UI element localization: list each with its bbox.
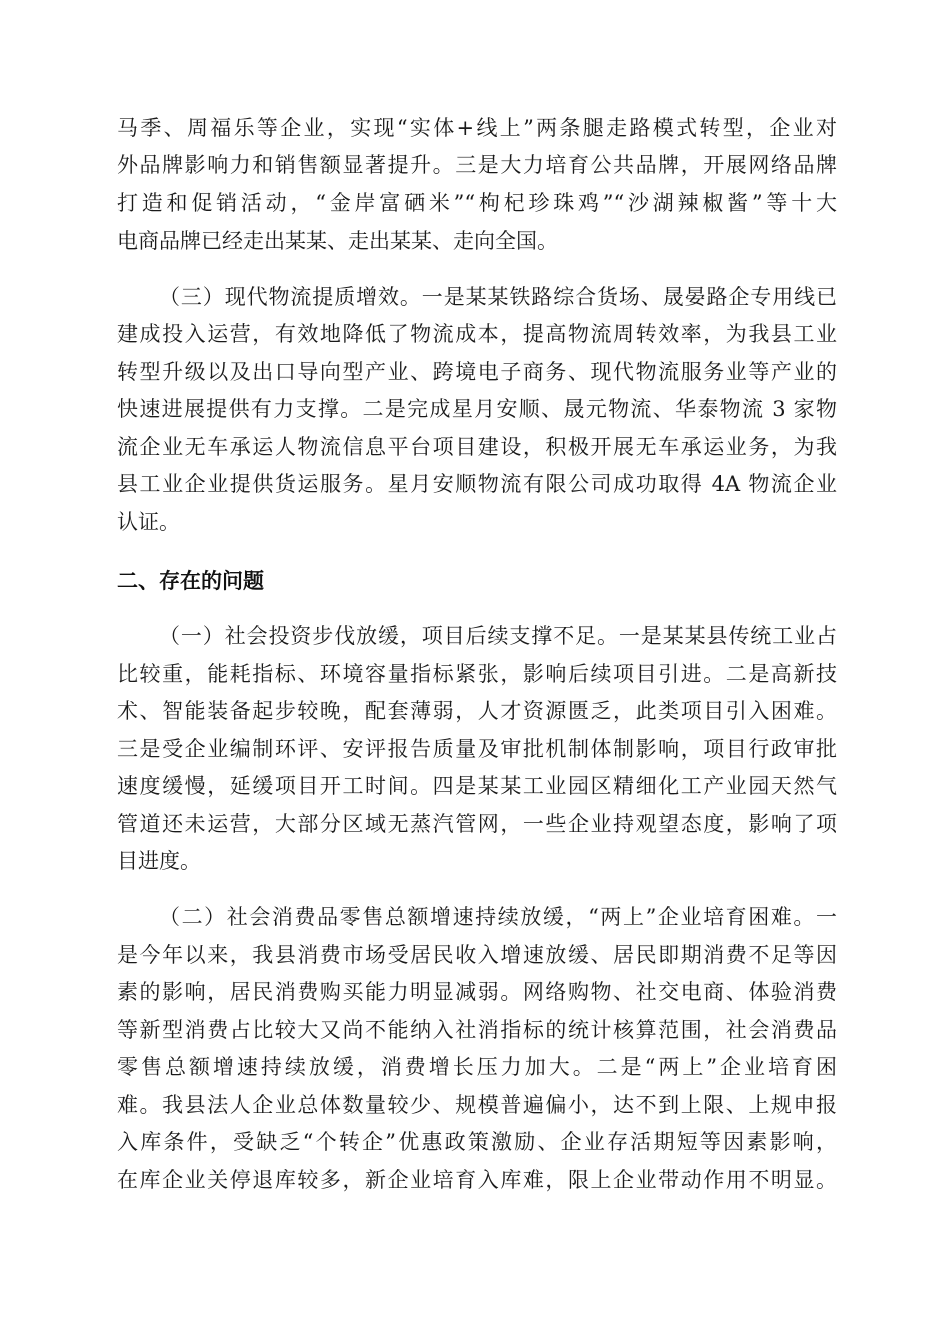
text-line: 电商品牌已经走出某某、走出某某、走向全国。 <box>117 229 558 253</box>
text-line: 打造和促销活动，“金岸富硒米”“枸杞珍珠鸡”“沙湖辣椒酱”等十大 <box>117 191 837 215</box>
text-line: 零售总额增速持续放缓，消费增长压力加大。二是“两上”企业培育困 <box>117 1055 837 1079</box>
text-line: 术、智能装备起步较晚，配套薄弱，人才资源匮乏，此类项目引入困难。 <box>117 699 837 723</box>
text-line: 流企业无车承运人物流信息平台项目建设，积极开展无车承运业务，为我 <box>117 435 837 459</box>
text-line: 快速进展提供有力支撑。二是完成星月安顺、晟元物流、华泰物流 3 家物 <box>117 397 837 421</box>
text-line: 建成投入运营，有效地降低了物流成本，提高物流周转效率，为我县工业 <box>117 322 837 346</box>
text-line: 难。我县法人企业总体数量较少、规模普遍偏小，达不到上限、上规申报 <box>117 1093 837 1117</box>
text-line: 马季、周福乐等企业，实现“实体+线上”两条腿走路模式转型，企业对 <box>117 116 837 140</box>
text-line: 目进度。 <box>117 849 201 873</box>
text-line: 管道还未运营，大部分区域无蒸汽管网，一些企业持观望态度，影响了项 <box>117 812 837 836</box>
text-line: 是今年以来，我县消费市场受居民收入增速放缓、居民即期消费不足等因 <box>117 943 837 967</box>
text-line: 比较重，能耗指标、环境容量指标紧张，影响后续项目引进。二是高新技 <box>117 662 837 686</box>
text-line: 入库条件，受缺乏“个转企”优惠政策激励、企业存活期短等因素影响， <box>117 1130 837 1154</box>
text-line: 速度缓慢，延缓项目开工时间。四是某某工业园区精细化工产业园天然气 <box>117 774 837 798</box>
text-line: 转型升级以及出口导向型产业、跨境电子商务、现代物流服务业等产业的 <box>117 360 837 384</box>
text-line: 等新型消费占比较大又尚不能纳入社消指标的统计核算范围，社会消费品 <box>117 1018 837 1042</box>
text-line: 在库企业关停退库较多，新企业培育入库难，限上企业带动作用不明显。 <box>117 1168 837 1192</box>
text-line: 三是受企业编制环评、安评报告质量及审批机制体制影响，项目行政审批 <box>117 737 837 761</box>
text-line: （一）社会投资步伐放缓，项目后续支撑不足。一是某某县传统工业占 <box>159 624 837 648</box>
text-line: 素的影响，居民消费购买能力明显减弱。网络购物、社交电商、体验消费 <box>117 980 837 1004</box>
text-line: 外品牌影响力和销售额显著提升。三是大力培育公共品牌，开展网络品牌 <box>117 153 837 177</box>
text-line: 县工业企业提供货运服务。星月安顺物流有限公司成功取得 4A 物流企业 <box>117 472 837 496</box>
text-line: （二）社会消费品零售总额增速持续放缓，“两上”企业培育困难。一 <box>159 905 837 929</box>
section-heading: 二、存在的问题 <box>117 569 264 593</box>
text-line: （三）现代物流提质增效。一是某某铁路综合货场、晟晏路企专用线已 <box>159 285 837 309</box>
text-line: 认证。 <box>117 510 180 534</box>
